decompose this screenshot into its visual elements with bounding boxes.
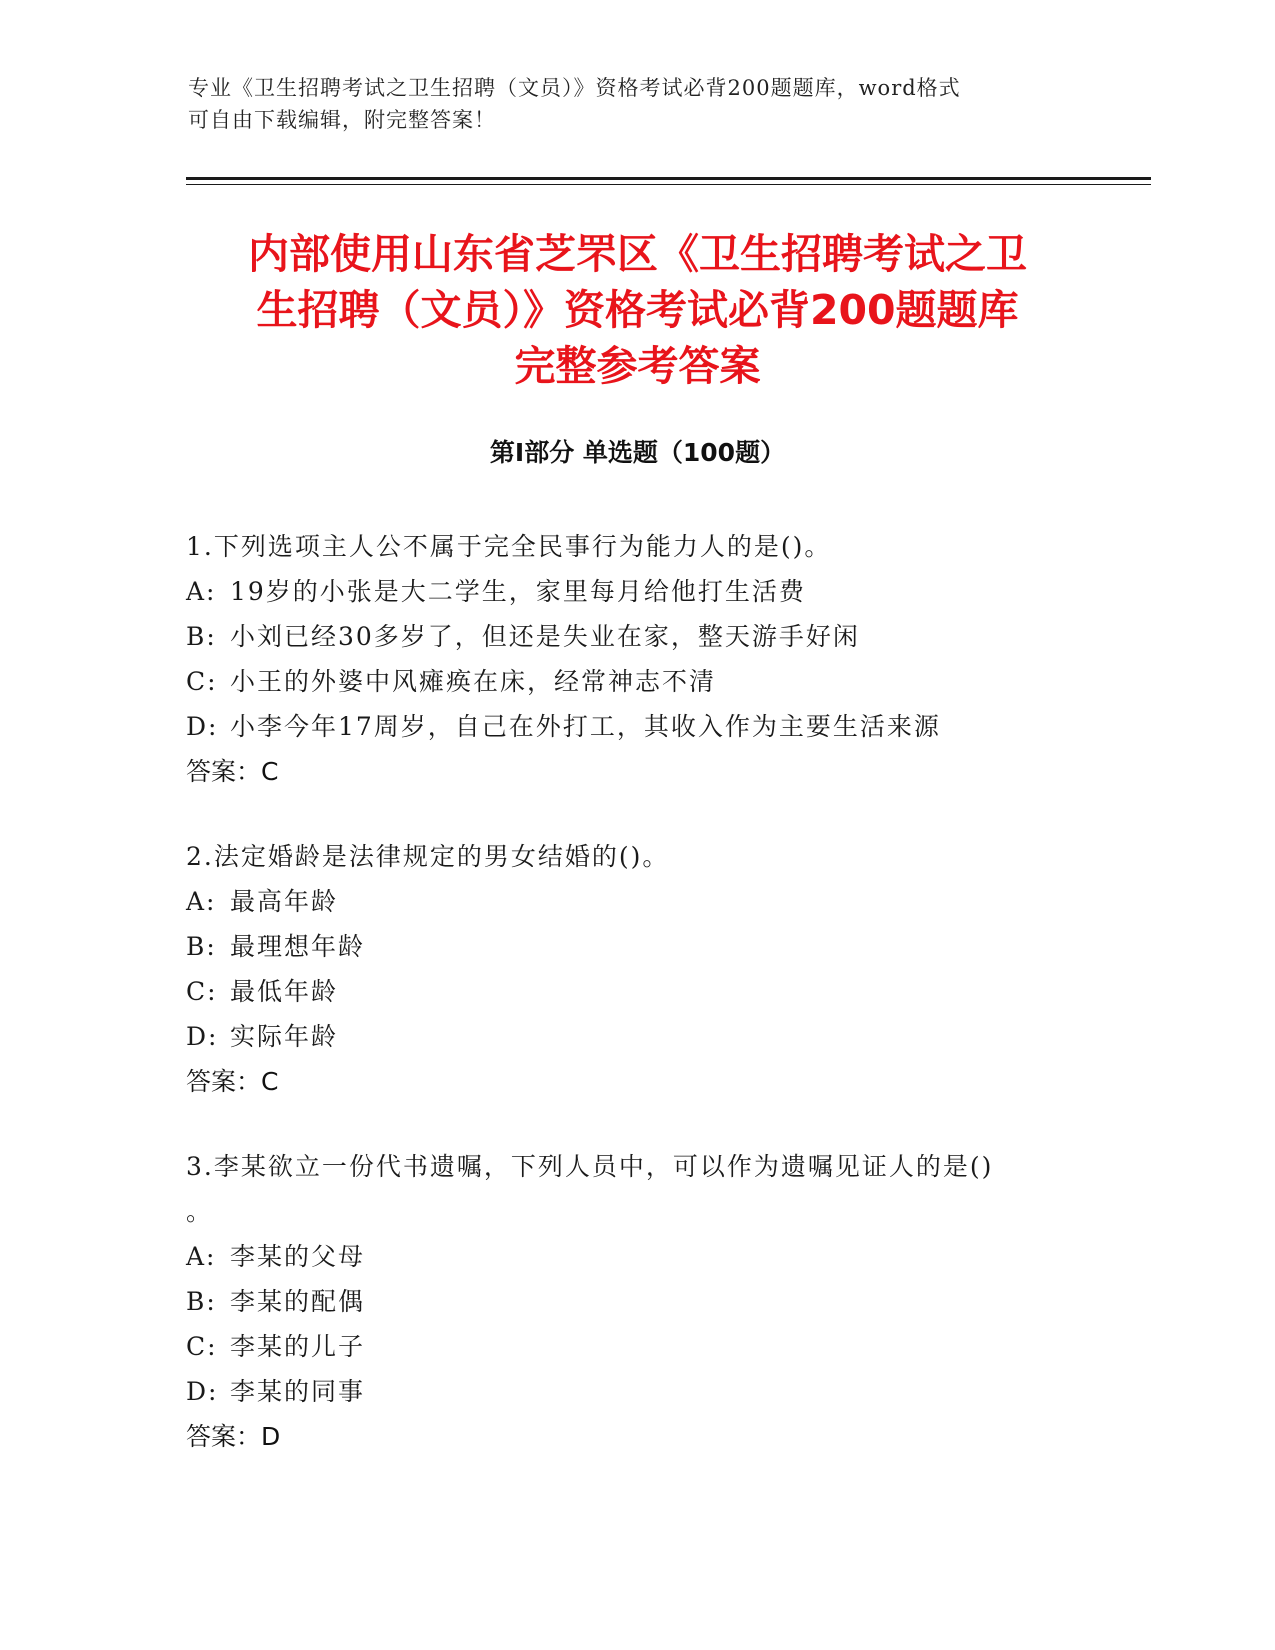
option-key: D:	[186, 1377, 219, 1406]
option-a	[186, 1234, 1066, 1279]
option-text: 最高年龄	[230, 887, 339, 916]
option-text: 李某的父母	[230, 1242, 366, 1271]
document-title	[150, 226, 1125, 394]
answer-line: 答案：C	[186, 757, 279, 786]
option-c	[186, 969, 1066, 1014]
option-b	[186, 924, 1066, 969]
document-header-note	[188, 72, 1068, 136]
option-text: 李某的儿子	[230, 1332, 366, 1361]
option-key: C:	[186, 977, 218, 1006]
option-text: 19岁的小张是大二学生，家里每月给他打生活费	[230, 577, 806, 606]
option-key: A:	[186, 577, 217, 606]
option-a	[186, 879, 1066, 924]
answer-line: 答案：D	[186, 1422, 281, 1451]
option-text: 最理想年龄	[230, 932, 366, 961]
option-b	[186, 1279, 1066, 1324]
answer-line: 答案：C	[186, 1067, 279, 1096]
title-line-3: 完整参考答案	[514, 342, 761, 390]
option-key: B:	[186, 932, 217, 961]
header-note-line-1: 专业《卫生招聘考试之卫生招聘（文员）》资格考试必背200题题库，word格式	[188, 76, 961, 100]
option-key: B:	[186, 622, 217, 651]
question-stem: 1.下列选项主人公不属于完全民事行为能力人的是()。	[186, 532, 832, 561]
option-c	[186, 1324, 1066, 1369]
question-2	[186, 834, 1066, 1104]
section-heading: 第Ⅰ部分 单选题（100题）	[489, 438, 786, 467]
option-text: 小李今年17周岁，自己在外打工，其收入作为主要生活来源	[230, 712, 941, 741]
option-key: A:	[186, 1242, 217, 1271]
option-key: A:	[186, 887, 217, 916]
question-stem: 3.李某欲立一份代书遗嘱，下列人员中，可以作为遗嘱见证人的是()	[186, 1152, 994, 1181]
header-note-line-2: 可自由下载编辑，附完整答案！	[188, 108, 496, 132]
option-key: D:	[186, 1022, 219, 1051]
option-key: C:	[186, 1332, 218, 1361]
option-text: 李某的同事	[230, 1377, 366, 1406]
header-divider-thick	[186, 177, 1151, 180]
option-text: 最低年龄	[230, 977, 339, 1006]
title-line-2: 生招聘（文员）》资格考试必背200题题库	[256, 286, 1019, 334]
header-divider-thin	[186, 184, 1151, 185]
question-3	[186, 1144, 1066, 1459]
question-stem-continuation: 。	[186, 1197, 214, 1226]
question-list	[186, 524, 1066, 1499]
option-key: C:	[186, 667, 218, 696]
option-b	[186, 614, 1066, 659]
option-text: 实际年龄	[230, 1022, 339, 1051]
option-text: 小刘已经30多岁了，但还是失业在家，整天游手好闲	[230, 622, 860, 651]
option-key: D:	[186, 712, 219, 741]
option-d	[186, 1014, 1066, 1059]
option-c	[186, 659, 1066, 704]
option-text: 小王的外婆中风瘫痪在床，经常神志不清	[230, 667, 717, 696]
option-d	[186, 704, 1066, 749]
option-key: B:	[186, 1287, 217, 1316]
option-text: 李某的配偶	[230, 1287, 366, 1316]
question-1	[186, 524, 1066, 794]
option-d	[186, 1369, 1066, 1414]
title-line-1: 内部使用山东省芝罘区《卫生招聘考试之卫	[248, 230, 1027, 278]
option-a	[186, 569, 1066, 614]
question-stem: 2.法定婚龄是法律规定的男女结婚的()。	[186, 842, 670, 871]
